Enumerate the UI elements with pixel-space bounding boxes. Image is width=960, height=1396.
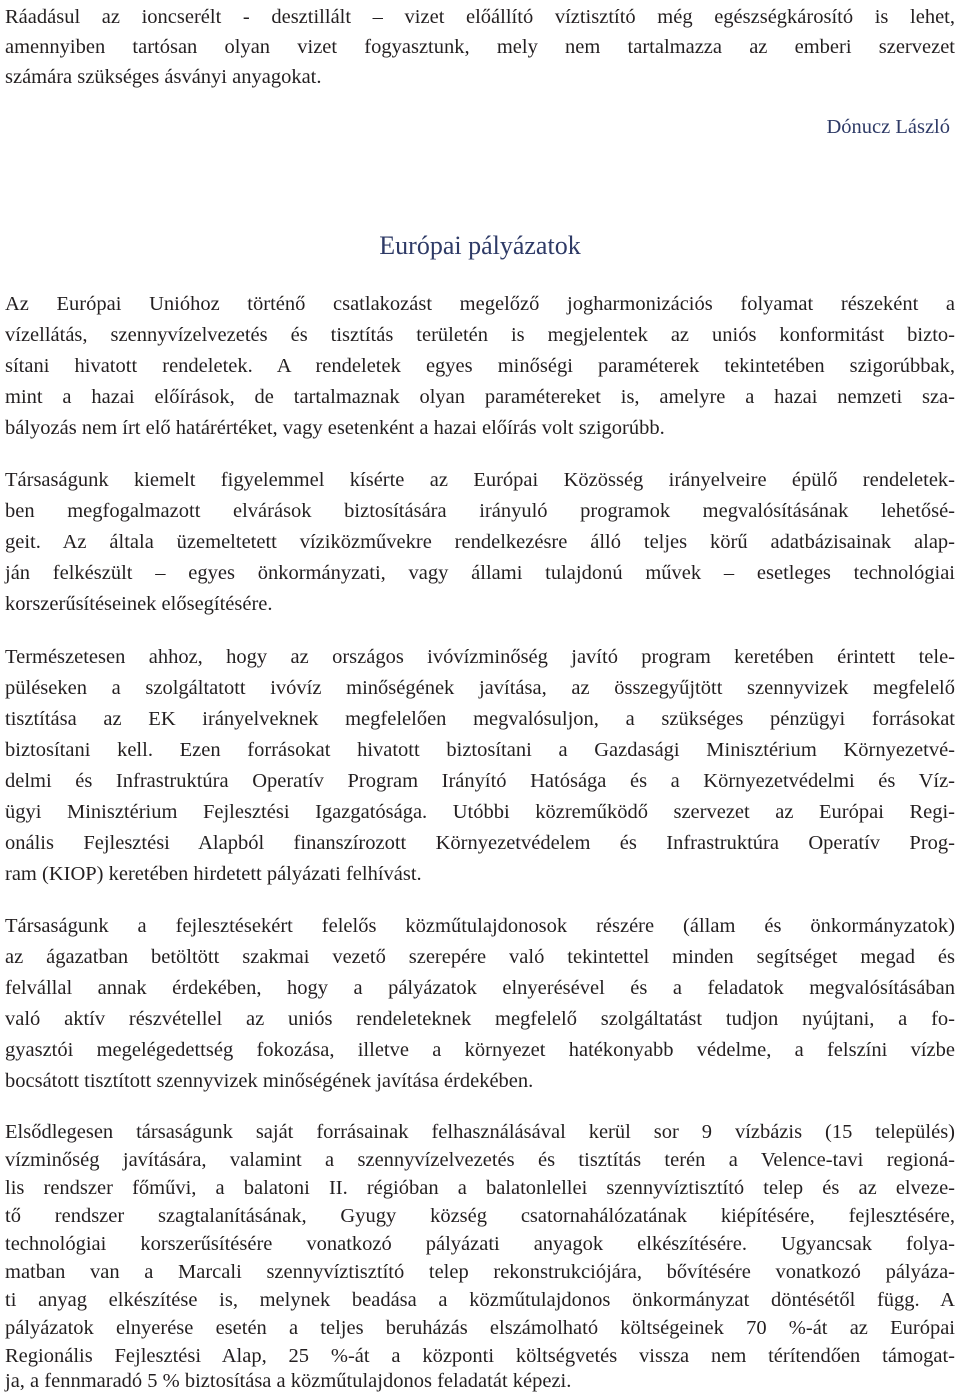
text-line: ti anyag elkészítése is, melynek beadása a közműtulajdonos önkormányzat döntésétől függ. A bbox=[5, 1289, 955, 1311]
text-line: püléseken a szolgáltatott ivóvíz minőségének javítása, az összegyűjtött szennyvizek megfelelő bbox=[5, 677, 955, 699]
text-line: vízellátás, szennyvízelvezetés és tisztítás területén is megjelentek az uniós konformitást bizto- bbox=[5, 324, 955, 346]
text-line: pályázatok elnyerése esetén a teljes beruházás elszámolható költségeinek 70 %-át az Európai bbox=[5, 1317, 955, 1339]
text-line: mint a hazai előírások, de tartalmaznak olyan paramétereket is, amelyre a hazai nemzeti sza- bbox=[5, 386, 955, 408]
text-line: ben megfogalmazott elvárások biztosítására irányuló programok megvalósításának lehetősé- bbox=[5, 500, 955, 522]
text-line: az ágazatban betöltött szakmai vezető szerepére való tekintettel minden segítséget megad és bbox=[5, 946, 955, 968]
text-line: tisztítása az EK irányelveknek megfelelően megvalósuljon, a szükséges pénzügyi forrásokat bbox=[5, 708, 955, 730]
text-line: tő rendszer szagtalanításának, Gyugy község csatornahálózatának kiépítésére, fejlesztésére, bbox=[5, 1205, 955, 1227]
text-line: számára szükséges ásványi anyagokat. bbox=[5, 66, 322, 88]
text-line: korszerűsítéseinek elősegítésére. bbox=[5, 593, 273, 615]
text-line: bályozás nem írt elő határértéket, vagy esetenként a hazai előírás volt szigorúbb. bbox=[5, 417, 665, 439]
text-line: ján felkészült – egyes önkormányzati, vagy állami tulajdonú művek – esetleges technológiai bbox=[5, 562, 955, 584]
text-line: ja, a fennmaradó 5 % biztosítása a közműtulajdonos feladatát képezi. bbox=[5, 1370, 572, 1392]
text-line: ram (KIOP) keretében hirdetett pályázati felhívást. bbox=[5, 863, 422, 885]
text-line: való aktív részvétellel az uniós rendeleteknek megfelelő szolgáltatást tudjon nyújtani, a fo- bbox=[5, 1008, 955, 1030]
text-line: ügyi Minisztérium Fejlesztési Igazgatósága. Utóbbi közreműködő szervezet az Európai Regi- bbox=[5, 801, 955, 823]
text-line: matban van a Marcali szennyvíztisztító telep rekonstrukciójára, bővítésére vonatkozó pályáza- bbox=[5, 1261, 955, 1283]
text-line: technológiai korszerűsítésére vonatkozó pályázati anyagok elkészítésére. Ugyancsak folya- bbox=[5, 1233, 955, 1255]
text-line: Társaságunk a fejlesztésekért felelős közműtulajdonosok részére (állam és önkormányzatok) bbox=[5, 915, 955, 937]
text-line: amennyiben tartósan olyan vizet fogyasztunk, mely nem tartalmazza az emberi szervezet bbox=[5, 36, 955, 58]
text-line: gyasztói megelégedettség fokozása, illetve a környezet hatékonyabb védelme, a felszíni vízbe bbox=[5, 1039, 955, 1061]
text-line: Ráadásul az ioncserélt - desztillált – vizet előállító víztisztító még egészségkárosító is lehet, bbox=[5, 6, 955, 28]
text-line: Elsődlegesen társaságunk saját forrásainak felhasználásával kerül sor 9 vízbázis (15 település) bbox=[5, 1121, 955, 1143]
text-line: bocsátott tisztított szennyvizek minőségének javítása érdekében. bbox=[5, 1070, 534, 1092]
section-title: Európai pályázatok bbox=[379, 231, 581, 260]
text-line: lis rendszer főművi, a balatoni II. régióban a balatonlellei szennyvíztisztító telep és az elveze- bbox=[5, 1177, 955, 1199]
text-line: biztosítani kell. Ezen forrásokat hivatott biztosítani a Gazdasági Minisztérium Környezetvé- bbox=[5, 739, 955, 761]
text-line: Természetesen ahhoz, hogy az országos ivóvízminőség javító program keretében érintett tele- bbox=[5, 646, 955, 668]
text-line: felvállal annak érdekében, hogy a pályázatok elnyerésével és a feladatok megvalósításában bbox=[5, 977, 955, 999]
text-line: Regionális Fejlesztési Alap, 25 %-át a központi költségvetés vissza nem térítendően támogat- bbox=[5, 1345, 955, 1367]
text-line: geit. Az általa üzemeltetett víziközművekre rendelkezésre álló teljes körű adatbázisainak alap- bbox=[5, 531, 955, 553]
text-line: onális Fejlesztési Alapból finanszírozott Környezetvédelem és Infrastruktúra Operatív Prog- bbox=[5, 832, 955, 854]
text-line: vízminőség javítására, valamint a szennyvízelvezetés és tisztítás terén a Velence-tavi regioná- bbox=[5, 1149, 955, 1171]
author-name: Dónucz László bbox=[826, 116, 950, 138]
text-line: sítani hivatott rendeletek. A rendeletek egyes minőségi paraméterek tekintetében szigorúbbak, bbox=[5, 355, 955, 377]
text-line: delmi és Infrastruktúra Operatív Program Irányító Hatósága és a Környezetvédelmi és Víz- bbox=[5, 770, 955, 792]
text-line: Az Európai Unióhoz történő csatlakozást megelőző jogharmonizációs folyamat részeként a bbox=[5, 293, 955, 315]
text-line: Társaságunk kiemelt figyelemmel kísérte az Európai Közösség irányelveire épülő rendeletek- bbox=[5, 469, 955, 491]
